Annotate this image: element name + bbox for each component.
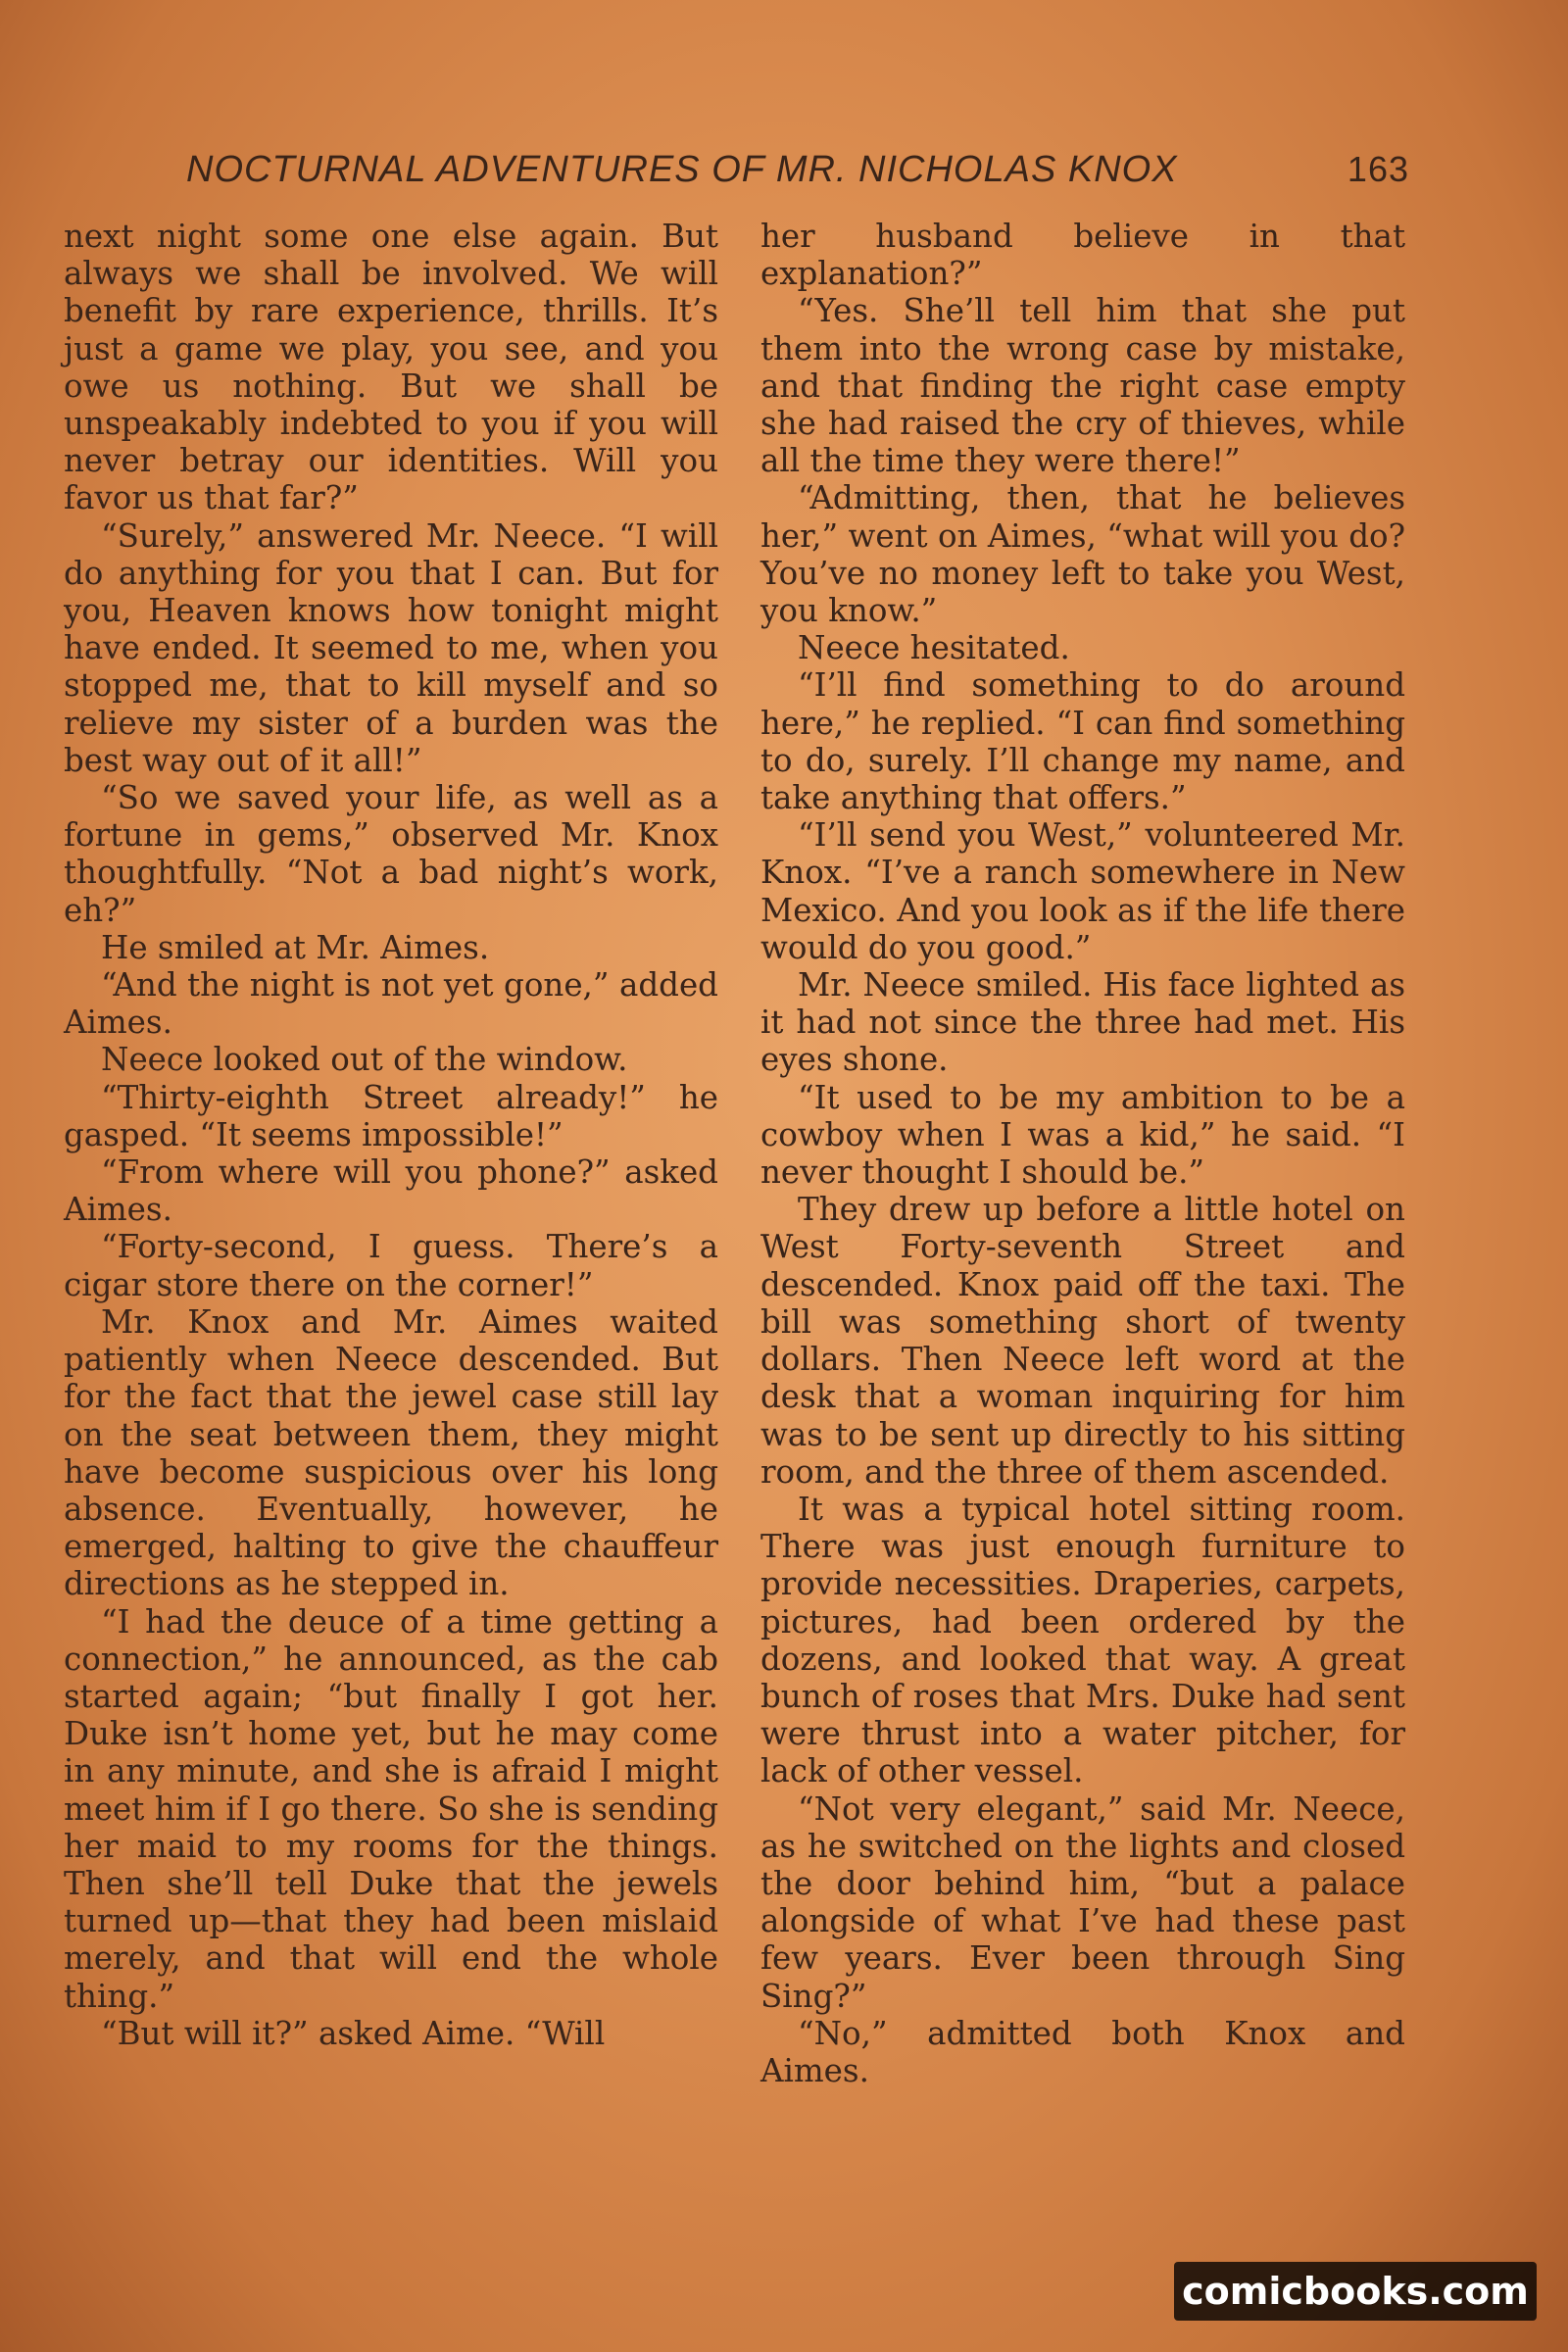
left-column [64, 218, 718, 2052]
paragraph: “Not very elegant,” said Mr. Neece, as he switched on the lights and closed the door behind him, “but a palace alongside of what I’ve had these past few years. Ever been through Sing Sing?” [760, 1789, 1405, 2015]
paragraph: “Thirty-eighth Street already!” he gasped. “It seems impossible!” [64, 1078, 718, 1153]
paragraph: “No,” admitted both Knox and Aimes. [760, 2014, 1405, 2089]
paragraph: “And the night is not yet gone,” added Aimes. [64, 966, 718, 1042]
chapter-title: NOCTURNAL ADVENTURES OF MR. NICHOLAS KNOX [186, 149, 1178, 190]
paragraph: “Yes. She’ll tell him that she put them into the wrong case by mistake, and that finding the right case empty she had raised the cry of thieves, while all the time they were there!” [760, 292, 1405, 480]
paragraph: “So we saved your life, as well as a fortune in gems,” observed Mr. Knox thoughtfully. “Not a bad night’s work, eh?” [64, 779, 718, 929]
paragraph: They drew up before a little hotel on West Forty-seventh Street and descended. Knox paid off the taxi. The bill was something short of twenty dollars. Then Neece left word at the desk that a woman inquiring for him was to be sent up directly to his sitting room, and the three of them ascended. [760, 1191, 1405, 1491]
paragraph: It was a typical hotel sitting room. There was just enough furniture to provide necessities. Draperies, carpets, pictures, had been ordered by the dozens, and looked that way. A great bunch of roses that Mrs. Duke had sent were thrust into a water pitcher, for lack of other vessel. [760, 1490, 1405, 1790]
paragraph: Neece hesitated. [798, 629, 1070, 667]
running-head [186, 149, 1409, 208]
paragraph: “It used to be my ambition to be a cowboy when I was a kid,” he said. “I never thought I should be.” [760, 1078, 1405, 1192]
paragraph: “Surely,” answered Mr. Neece. “I will do anything for you that I can. But for you, Heaven knows how tonight might have ended. It seemed to me, when you stopped me, that to kill myself and so relieve my sister of a burden was the best way out of it all!” [64, 516, 718, 779]
paragraph: her husband believe in that explanation?” [760, 218, 1405, 293]
paragraph: “Forty-second, I guess. There’s a cigar store there on the corner!” [64, 1228, 718, 1303]
paragraph: “But will it?” asked Aime. “Will [101, 2014, 606, 2052]
paragraph: Neece looked out of the window. [101, 1041, 628, 1079]
paragraph: “I had the deuce of a time getting a connection,” he announced, as the cab started again; “but finally I got her. Duke isn’t home yet, but he may come in any minute, and she is afraid I might meet him if I go there. So she is sending her maid to my rooms for the things. Then she’ll tell Duke that the jewels turned up—that they had been mislaid merely, and that will end the whole thing.” [64, 1602, 718, 2015]
paragraph: “Admitting, then, that he believes her,” went on Aimes, “what will you do? You’ve no money left to take you West, you know.” [760, 479, 1405, 630]
paragraph: “From where will you phone?” asked Aimes. [64, 1153, 718, 1229]
paragraph: “I’ll send you West,” volunteered Mr. Knox. “I’ve a ranch somewhere in New Mexico. And you look as if the life there would do you good.” [760, 816, 1405, 966]
page-number: 163 [1347, 149, 1409, 189]
paragraph: Mr. Neece smiled. His face lighted as it had not since the three had met. His eyes shone. [760, 966, 1405, 1079]
site-watermark: comicbooks.com [1174, 2262, 1537, 2321]
right-column [760, 218, 1405, 2089]
paragraph: He smiled at Mr. Aimes. [101, 928, 490, 966]
paragraph: “I’ll find something to do around here,” he replied. “I can find something to do, surely. I’ll change my name, and take anything that offers.” [760, 666, 1405, 817]
paragraph: Mr. Knox and Mr. Aimes waited patiently when Neece descended. But for the fact that the jewel case still lay on the seat between them, they might have become suspicious over his long absence. Eventually, however, he emerged, halting to give the chauffeur directions as he stepped in. [64, 1302, 718, 1603]
paragraph: next night some one else again. But always we shall be involved. We will benefit by rare experience, thrills. It’s just a game we play, you see, and you owe us nothing. But we shall be unspeakably indebted to you if you will never betray our identities. Will you favor us that far?” [64, 218, 718, 517]
